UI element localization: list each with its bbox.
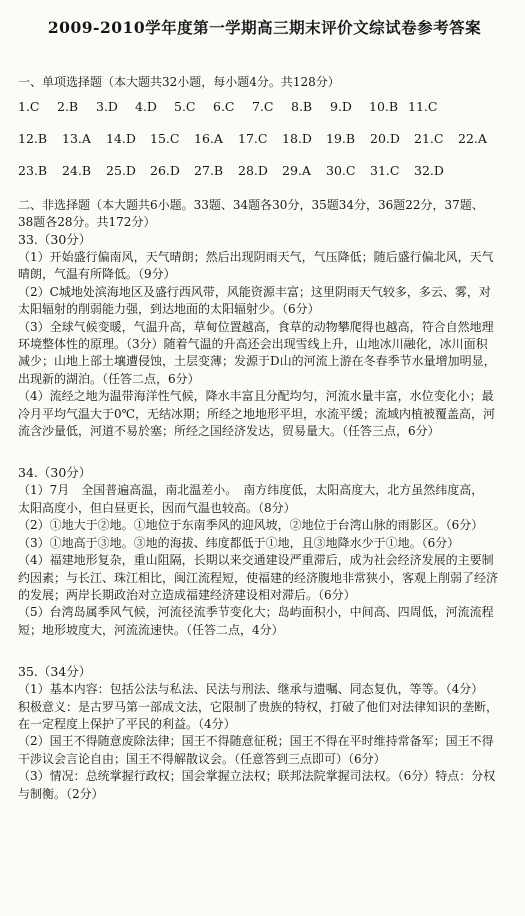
answer-line: 约因素；与长江、珠江相比，闽江流程短，使福建的经济腹地非常狭小，客观上削弱了经济 [18,570,499,585]
answer-cell: 16.A [194,131,223,146]
answer-line: 出现新的湖泊。（任答二点，6分） [18,371,200,386]
section2-heading-line2: 38题各28分。共172分） [18,215,156,229]
answer-line: 在一定程度上保护了平民的利益。（4分） [18,716,236,731]
answer-cell: 28.D [238,163,268,178]
answer-line: 减少；山地上部土壤遭侵蚀，土层变薄；发源于D山的河流上游在冬春季节水量增加明显， [18,354,496,369]
answer-cell: 26.D [150,163,180,178]
document-title: 2009-2010学年度第一学期高三期末评价文综试卷参考答案 [47,18,482,37]
answer-cell: 5.C [174,99,196,114]
answer-cell: 13.A [62,131,91,146]
answer-line: （1）开始盛行偏南风，天气晴朗；然后出现阴雨天气，气压降低；随后盛行偏北风，天气 [18,250,494,264]
answer-cell: 3.D [96,99,118,114]
section-non-choice [18,197,511,803]
answer-cell: 25.D [106,163,136,178]
answer-line: （4）流经之地为温带海洋性气候，降水丰富且分配均匀，河流水量丰富，水位变化小；最 [18,389,494,404]
answer-line: 积极意义：是古罗马第一部成文法，它限制了贵族的特权，打破了他们对法律知识的垄断， [18,699,499,714]
answer-line: （3）情况：总统掌握行政权；国会掌握立法权；联邦法院掌握司法权。（6分）特点：分权 [18,769,496,784]
question-33 [18,231,511,440]
answer-cell: 10.B [369,99,399,114]
answer-line: （2）①地大于②地。①地位于东南季风的迎风坡，②地位于台湾山脉的雨影区。（6分） [18,518,484,533]
answer-cell: 2.B [57,99,79,114]
answer-cell: 9.D [330,99,352,114]
answer-line: （3）①地高于③地。③地的海拔、纬度都低于①地，且③地降水少于①地。（6分） [18,535,460,550]
answer-line: 晴朗，气温有所降低。（9分） [18,267,176,282]
answer-line: 干涉议会言论自由；国王不得解散议会。（任意答到三点即可）（6分） [18,751,386,766]
question-34-heading: 34.（30分） [18,465,92,481]
answer-cell: 15.C [150,131,180,146]
answer-cell: 24.B [62,163,92,178]
answer-line: （1）基本内容：包括公法与私法、民法与刑法、继承与遗嘱、同态复仇，等等。（4分） [18,682,484,697]
answer-line: 与制衡。（2分） [18,786,104,801]
answer-cell: 6.C [213,99,235,114]
question-33-answer [18,249,511,440]
question-35-answer [18,681,511,803]
answer-line: 的发展；两岸长期政治对立造成福建经济建设相对滞后。（6分） [18,587,356,602]
answer-cell: 27.B [194,163,224,178]
section2-heading-line1: 二、非选择题（本大题共6小题。33题、34题各30分，35题34分，36题22分，37题、 [18,198,484,212]
answer-cell: 20.D [370,131,400,146]
answer-row [18,163,511,179]
answer-cell: 14.D [106,131,136,146]
question-33-heading: 33.（30分） [18,232,92,247]
answer-line: 环境整体性的原理。（3分）随着气温的升高还会出现雪线上升，山地冰川融化，冰川面积 [18,337,488,352]
answer-line: （2）国王不得随意废除法律；国王不得随意征税；国王不得在平时维持常备军；国王不得 [18,734,494,749]
answer-key-grid [18,99,511,179]
answer-cell: 8.B [291,99,313,114]
answer-line: （5）台湾岛属季风气候，河流径流季节变化大；岛屿面积小，中间高、四周低，河流流程 [18,605,494,620]
question-34-answer [18,482,511,639]
question-35-heading: 35.（34分） [18,664,92,680]
section-multiple-choice [18,74,511,179]
answer-cell: 23.B [18,163,48,178]
answer-cell: 4.D [135,99,157,114]
answer-cell: 19.B [326,131,356,146]
answer-row [18,99,511,115]
answer-line: （2）C城地处滨海地区及盛行西风带，风能资源丰富；这里阴雨天气较多，多云、雾，对 [18,284,491,299]
question-35 [18,663,511,803]
answer-line: 流含沙量低，河道不易於塞；所经之国经济发达，贸易量大。（任答三点，6分） [18,424,440,439]
answer-cell: 12.B [18,131,48,146]
answer-cell: 22.A [458,131,487,146]
answer-cell: 1.C [18,99,40,114]
answer-cell: 18.D [282,131,312,146]
section1-heading: 一、单项选择题（本大题共32小题，每小题4分。共128分） [18,75,340,89]
answer-cell: 7.C [252,99,274,114]
answer-cell: 11.C [408,99,438,114]
answer-cell: 17.C [238,131,268,146]
answer-cell: 30.C [326,163,356,178]
answer-cell: 29.A [282,163,311,178]
answer-line: （4）福建地形复杂，重山阻隔，长期以来交通建设严重滞后，成为社会经济发展的主要制 [18,553,494,568]
answer-cell: 31.C [370,163,400,178]
answer-line: 短；地形坡度大，河流流速快。（任答二点，4分） [18,622,284,637]
answer-line: （3）全球气候变暖，气温升高，草甸位置越高，食草的动物攀爬得也越高，符合自然地理 [18,319,494,334]
question-34 [18,464,511,639]
answer-line: 太阳高度小，但白昼更长，因而气温也较高。（8分） [18,500,296,515]
answer-line: 太阳辐射的削弱能力强，到达地面的太阳辐射少。（6分） [18,302,320,317]
answer-row [18,131,511,147]
answer-cell: 21.C [414,131,444,146]
answer-line: （1）7月 全国普遍高温，南北温差小。 南方纬度低，太阳高度大，北方虽然纬度高， [18,483,484,498]
answer-cell: 32.D [414,163,444,178]
answer-line: 冷月平均气温大于0℃，无结冰期；所经之地地形平坦，水流平缓；流域内植被覆盖高，河 [18,406,496,421]
